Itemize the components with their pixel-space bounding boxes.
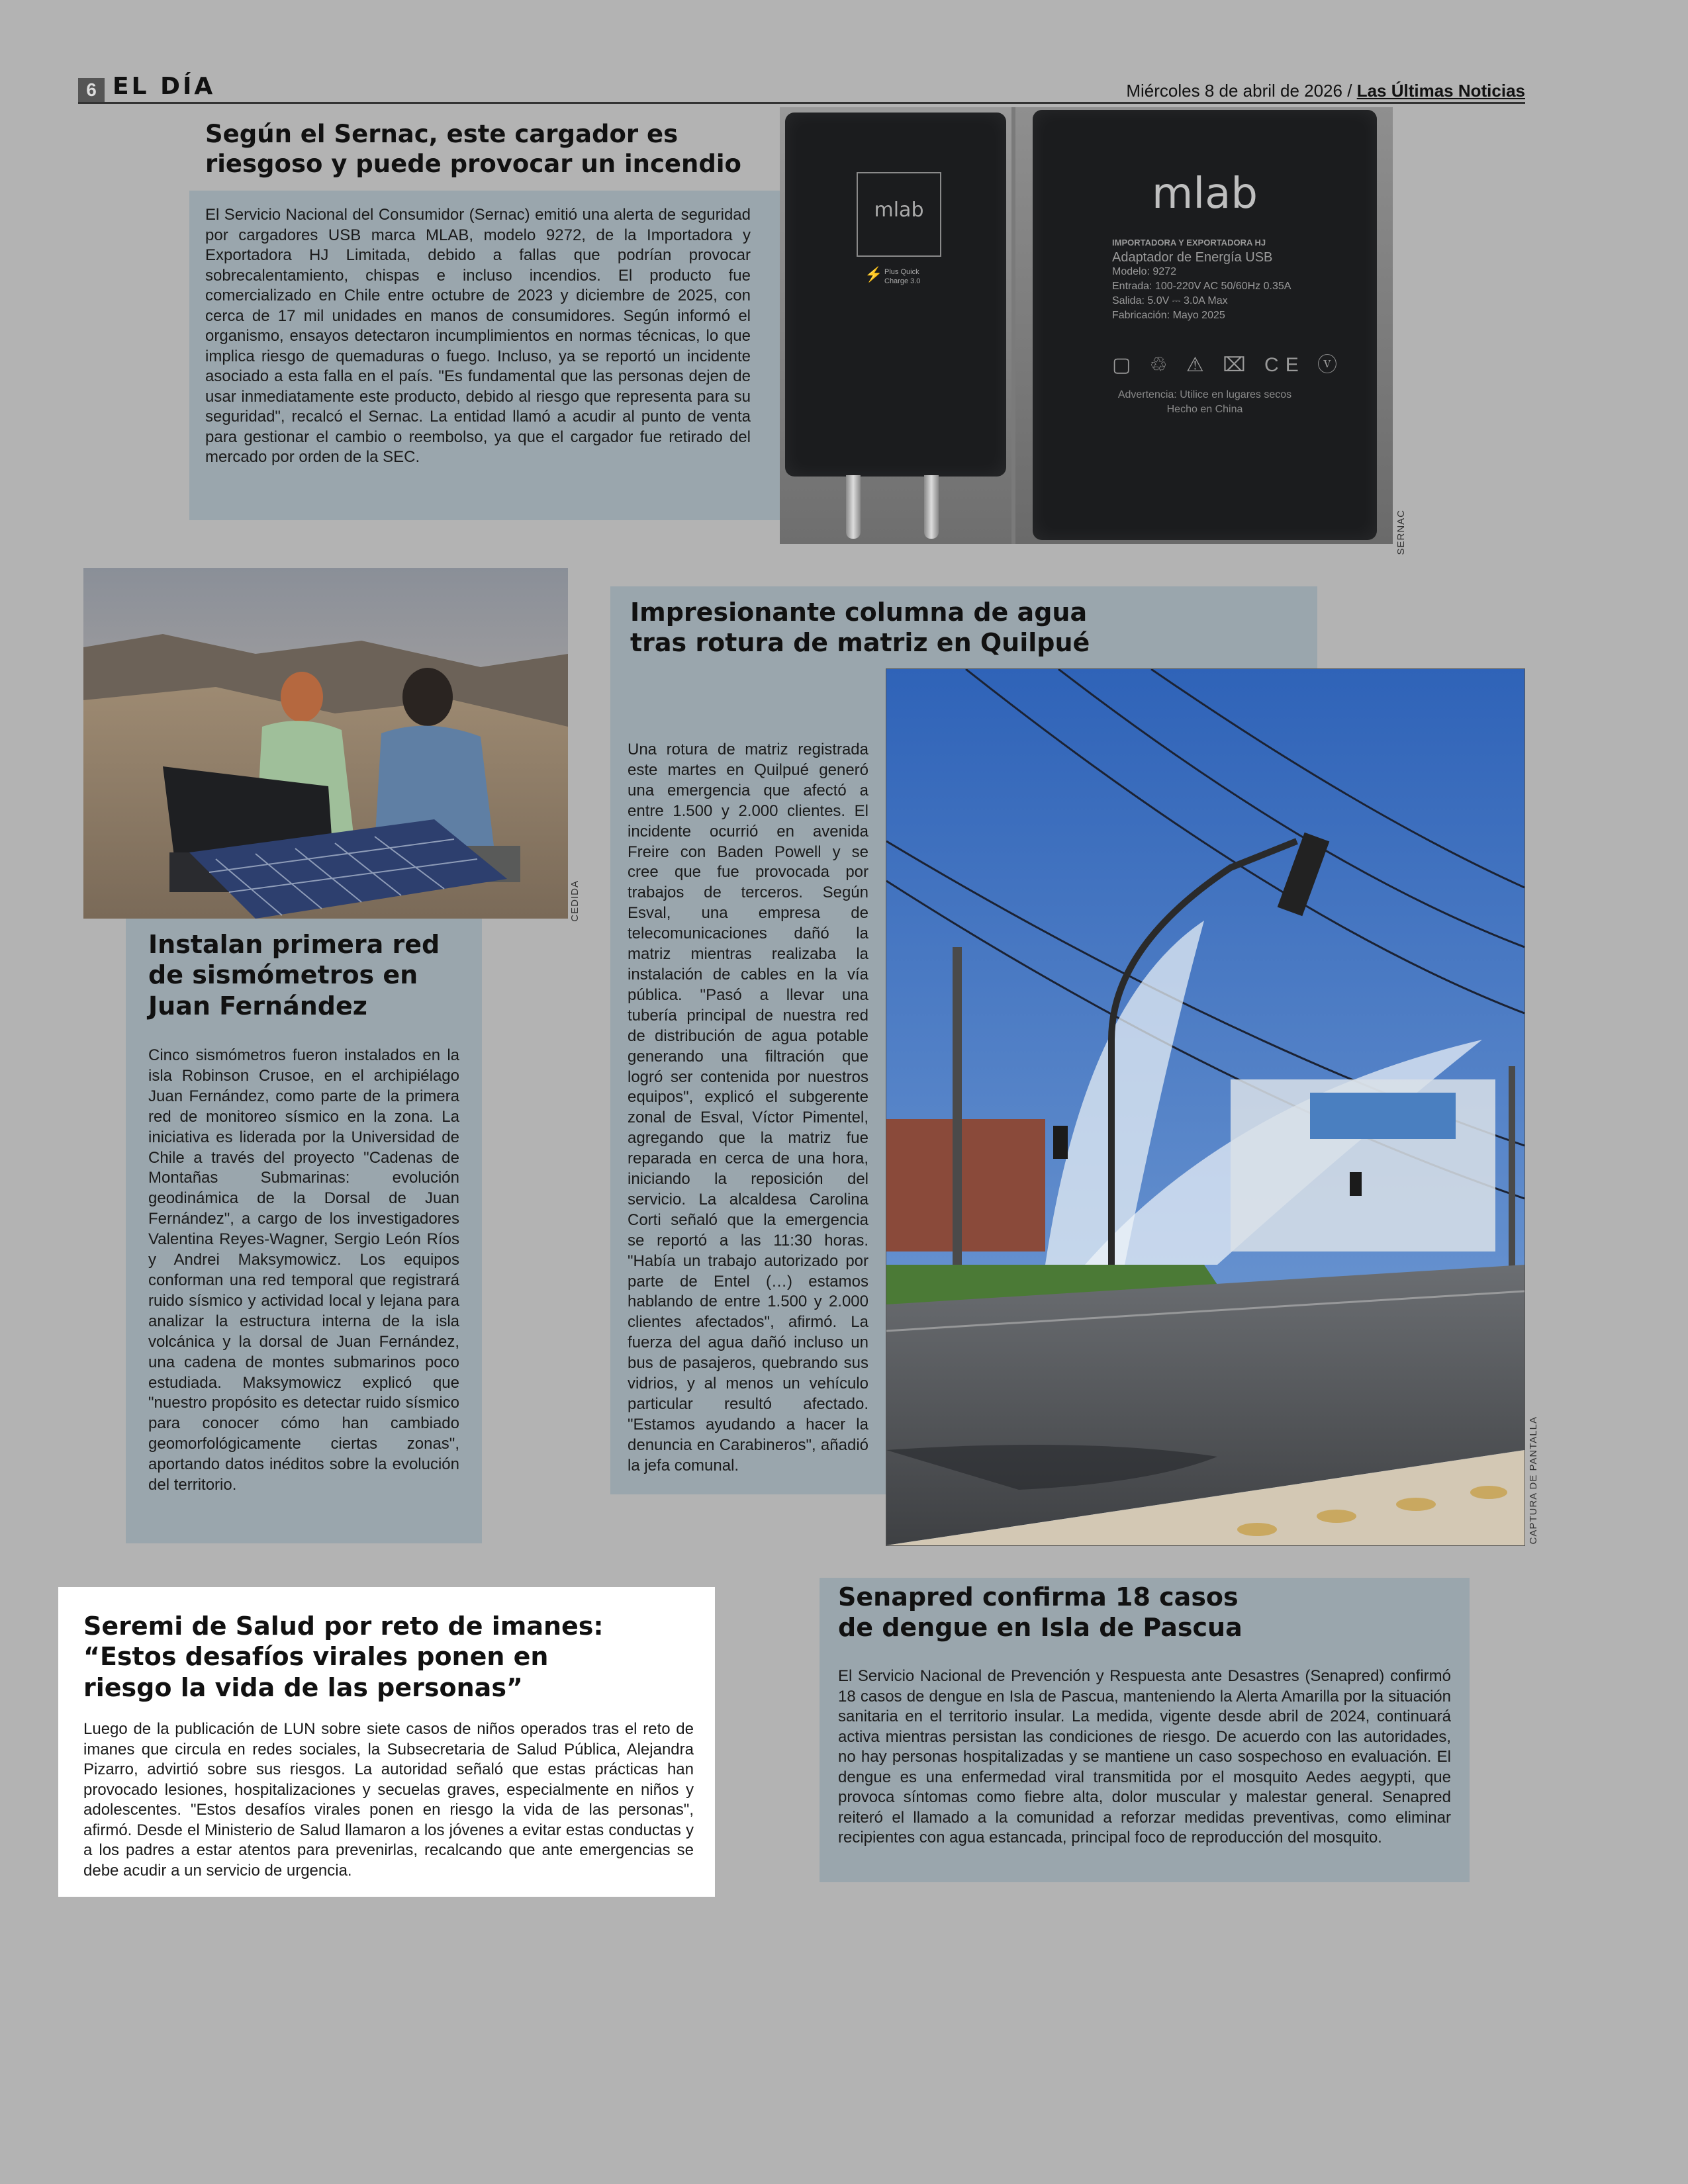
back-spec-line-2: Adaptador de Energía USB: [1112, 250, 1273, 265]
seismo-photo: [83, 568, 568, 919]
front-specs: [884, 267, 920, 286]
seismo-photo-credit: CEDIDA: [569, 880, 581, 922]
page-number: 6: [78, 78, 105, 102]
water-photo-illustration: [886, 669, 1524, 1545]
front-logo: mlab: [874, 199, 924, 222]
plug-pin-right: [924, 475, 939, 539]
front-label-2: Charge 3.0: [884, 277, 921, 285]
publication-name: Las Últimas Noticias: [1356, 81, 1525, 101]
charger-photo: [780, 107, 1393, 544]
certification-symbols: ▢ ♲ ⚠ ⌧ CE ⓥ: [1112, 354, 1344, 376]
water-body: Una rotura de matriz registrada este martes en Quilpué generó una emergencia que afectó a entre 1.500 y 2.000 clientes. El incidente ocurrió en avenida Freire con Baden Powell y se cree que fue provocada por trabajos de terceros. Según Esval, una empresa de telecomunicaciones dañó la matriz mientras realizaba la instalación de cables en la vía pública. "Pasó a llevar una tubería principal de nuestra red de distribución de agua potable generando una filtración que logró ser contenida por nuestros equipos", explicó el subgerente zonal de Esval, Víctor Pimentel, agregando que la matriz fue reparada en cerca de una hora, iniciando la reposición del servicio. La alcaldesa Carolina Corti señaló que la emergencia se reportó a las 11:30 horas. "Había un trabajo autorizado por parte de Entel (…) estamos hablando de entre 1.500 y 2.000 clientes afectados", afirmó. La fuerza del agua dañó incluso un bus de pasajeros, quebrando sus vidrios, y al menos un vehículo particular resultó afectado. "Estamos ayudando a hacer la denuncia en Carabineros", añadió la jefa comunal.: [628, 741, 868, 1475]
seismo-headline: Instalan primera red de sismómetros en Juan Fernández: [148, 930, 440, 1021]
seremi-headline: [83, 1611, 699, 1703]
seismo-photo-illustration: [83, 568, 568, 919]
page-dateline: [1126, 81, 1525, 101]
back-footer: [1033, 388, 1377, 417]
header-rule: [78, 102, 1525, 104]
seremi-headline-line-1: Seremi de Salud por reto de imanes:: [83, 1612, 604, 1641]
charger-back: [1033, 110, 1377, 540]
water-headline: Impresionante columna de agua tras rotura de matriz en Quilpué: [630, 598, 1090, 658]
charger-headline: Según el Sernac, este cargador es riesgoso y puede provocar un incendio: [205, 120, 741, 179]
charger-front: [785, 113, 1006, 477]
plug-pin-left: [846, 475, 861, 539]
back-spec-line-4: Entrada: 100-220V AC 50/60Hz 0.35A: [1112, 281, 1291, 292]
back-spec-line-1: IMPORTADORA Y EXPORTADORA HJ: [1112, 238, 1266, 248]
section-title: EL DÍA: [113, 73, 216, 100]
seismo-body: Cinco sismómetros fueron instalados en la isla Robinson Crusoe, en el archipiélago Juan Fernández, como parte de la primera red de monitoreo sísmico en la zona. La iniciativa es liderada por la Universidad de Chile a través del proyecto "Cadenas de Montañas Submarinas: evolución geodinámica de la Dorsal de Juan Fernández", a cargo de los investigadores Valentina Reyes-Wagner, Sergio León Ríos y Andrei Maksymowicz. Los equipos conforman una red temporal que registrará ruido sísmico y actividad local y lejana para analizar la estructura interna de la isla volcánica y la dorsal de Juan Fernández, una cadena de montes submarinos poco estudiada. Maksymowicz explicó que "nuestro propósito es detectar ruido sísmico para conocer cómo han cambiado geomorfológicamente ciertas zonas", aportando datos inéditos sobre la evolución del territorio.: [148, 1046, 459, 1494]
seremi-body: Luego de la publicación de LUN sobre siete casos de niños operados tras el reto de imanes que circula en redes sociales, la Subsecretaria de Salud Pública, Alejandra Pizarro, advirtió sobre sus riesgos. La autoridad señaló que estas prácticas han provocado lesiones, hospitalizaciones y secuelas graves, especialmente en niños y adolescentes. "Estos desafíos virales ponen en riesgo la vida de las personas", afirmó. Desde el Ministerio de Salud llamaron a los jóvenes a evitar estas conductas y a los padres a estar atentos para prevenirlas, recalcando que ante emergencias se debe acudir a un servicio de urgencia.: [83, 1720, 694, 1880]
back-spec-line-5: Salida: 5.0V ⎓ 3.0A Max: [1112, 295, 1228, 306]
back-spec-line-3: Modelo: 9272: [1112, 266, 1176, 277]
charger-body: El Servicio Nacional del Consumidor (Sernac) emitió una alerta de seguridad por cargadores USB marca MLAB, modelo 9272, de la Importadora y Exportadora HJ Limitada, debido a fallas que podrían provocar sobrecalentamiento, chispas e incluso incendios. El producto fue comercializado en Chile entre octubre de 2023 y diciembre de 2025, con cerca de 17 mil unidades en manos de consumidores. Según informó el organismo, ensayos detectaron incumplimientos en normas técnicas, lo que implica riesgo de quemaduras o fuego. Incluso, ya se reportó un incidente asociado a esta falla en el país. "Es fundamental que las personas dejen de usar inmediatamente este producto, debido al riesgo que representa para su seguridad", recalcó el Sernac. La entidad llamó a acudir al punto de venta para gestionar el cambio o reembolso, ya que el cargador fue retirado del mercado por orden de la SEC.: [205, 206, 751, 466]
back-warning: Advertencia: Utilice en lugares secos: [1117, 389, 1292, 400]
lightning-icon: ⚡: [865, 266, 883, 283]
issue-date: Miércoles 8 de abril de 2026: [1126, 81, 1342, 101]
back-logo: mlab: [1152, 169, 1258, 218]
back-specs: [1112, 236, 1350, 323]
back-origin: Hecho en China: [1166, 404, 1243, 415]
dengue-body: El Servicio Nacional de Prevención y Respuesta ante Desastres (Senapred) confirmó 18 casos de dengue en Isla de Pascua, manteniendo la Alerta Amarilla por la situación sanitaria en el territorio insular. La medida, vigente desde abril de 2024, continuará activa mientras persistan las condiciones de riesgo. De acuerdo con las autoridades, no hay personas hospitalizadas y se mantiene un caso sospechoso en evaluación. El dengue es una enfermedad viral transmitida por el mosquito Aedes aegypti, que provoca síntomas como fiebre alta, dolor muscular y malestar general. Senapred reiteró el llamado a la comunidad a reforzar medidas preventivas, como eliminar recipientes con agua estancada, principal foco de reproducción del mosquito.: [838, 1667, 1451, 1846]
front-label-1: Plus Quick: [884, 268, 919, 276]
front-logo-frame: [857, 172, 941, 257]
dateline-separator: /: [1347, 81, 1352, 101]
water-photo: [886, 668, 1525, 1546]
water-photo-credit: CAPTURA DE PANTALLA: [1528, 1416, 1539, 1545]
back-spec-line-6: Fabricación: Mayo 2025: [1112, 310, 1225, 321]
charger-photo-credit: SERNAC: [1395, 510, 1407, 555]
dengue-headline: Senapred confirma 18 casos de dengue en Isla de Pascua: [838, 1582, 1243, 1643]
seremi-headline-line-2: “Estos desafíos virales ponen en riesgo la vida de las personas”: [83, 1642, 549, 1702]
